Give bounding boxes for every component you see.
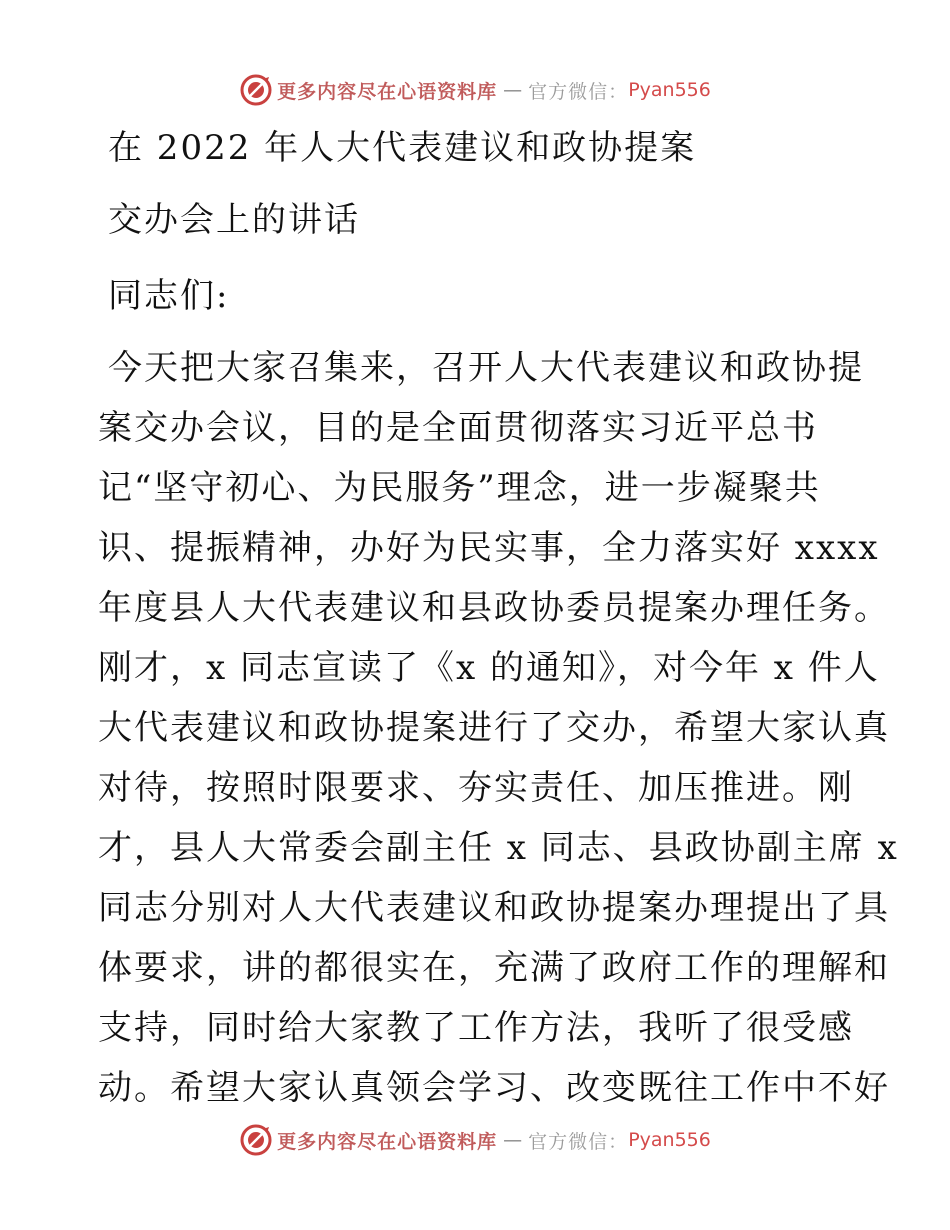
banner-separator: — (503, 1129, 523, 1151)
body-line: 动。希望大家认真领会学习、改变既往工作中不好 (98, 1068, 890, 1108)
body-line: 才，县人大常委会副主任 x 同志、县政协副主席 x (98, 828, 899, 868)
header-banner (0, 70, 950, 110)
body-line: 刚才，x 同志宣读了《x 的通知》，对今年 x 件人 (98, 648, 880, 688)
body-line: 体要求，讲的都很实在，充满了政府工作的理解和 (98, 948, 890, 988)
banner-account: Pyan556 (628, 79, 711, 101)
banner-separator: — (503, 79, 523, 101)
salutation: 同志们: (108, 276, 230, 316)
red-seal-logo-icon (239, 1123, 273, 1157)
body-line: 年度县人大代表建议和县政协委员提案办理任务。 (98, 588, 890, 628)
banner-slogan: 更多内容尽在心语资料库 (277, 1130, 498, 1153)
body-line: 大代表建议和政协提案进行了交办，希望大家认真 (98, 708, 890, 748)
banner-wechat-label: 官方微信： (528, 80, 629, 103)
body-line: 对待，按照时限要求、夯实责任、加压推进。刚 (98, 768, 854, 808)
body-line: 案交办会议，目的是全面贯彻落实习近平总书 (98, 408, 818, 448)
body-line: 识、提振精神，办好为民实事，全力落实好 xxxx (98, 528, 880, 568)
banner-wechat-label: 官方微信： (528, 1130, 629, 1153)
red-seal-logo-icon (239, 73, 273, 107)
footer-banner (0, 1120, 950, 1160)
body-line: 支持，同时给大家教了工作方法，我听了很受感 (98, 1008, 854, 1048)
document-title-line-2: 交办会上的讲话 (108, 200, 360, 240)
banner-account: Pyan556 (628, 1129, 711, 1151)
body-line: 记“坚守初心、为民服务”理念，进一步凝聚共 (98, 468, 821, 508)
body-line: 同志分别对人大代表建议和政协提案办理提出了具 (98, 888, 890, 928)
document-title-line-1: 在 2022 年人大代表建议和政协提案 (108, 128, 697, 168)
body-line: 今天把大家召集来，召开人大代表建议和政协提 (108, 348, 864, 388)
banner-slogan: 更多内容尽在心语资料库 (277, 80, 498, 103)
